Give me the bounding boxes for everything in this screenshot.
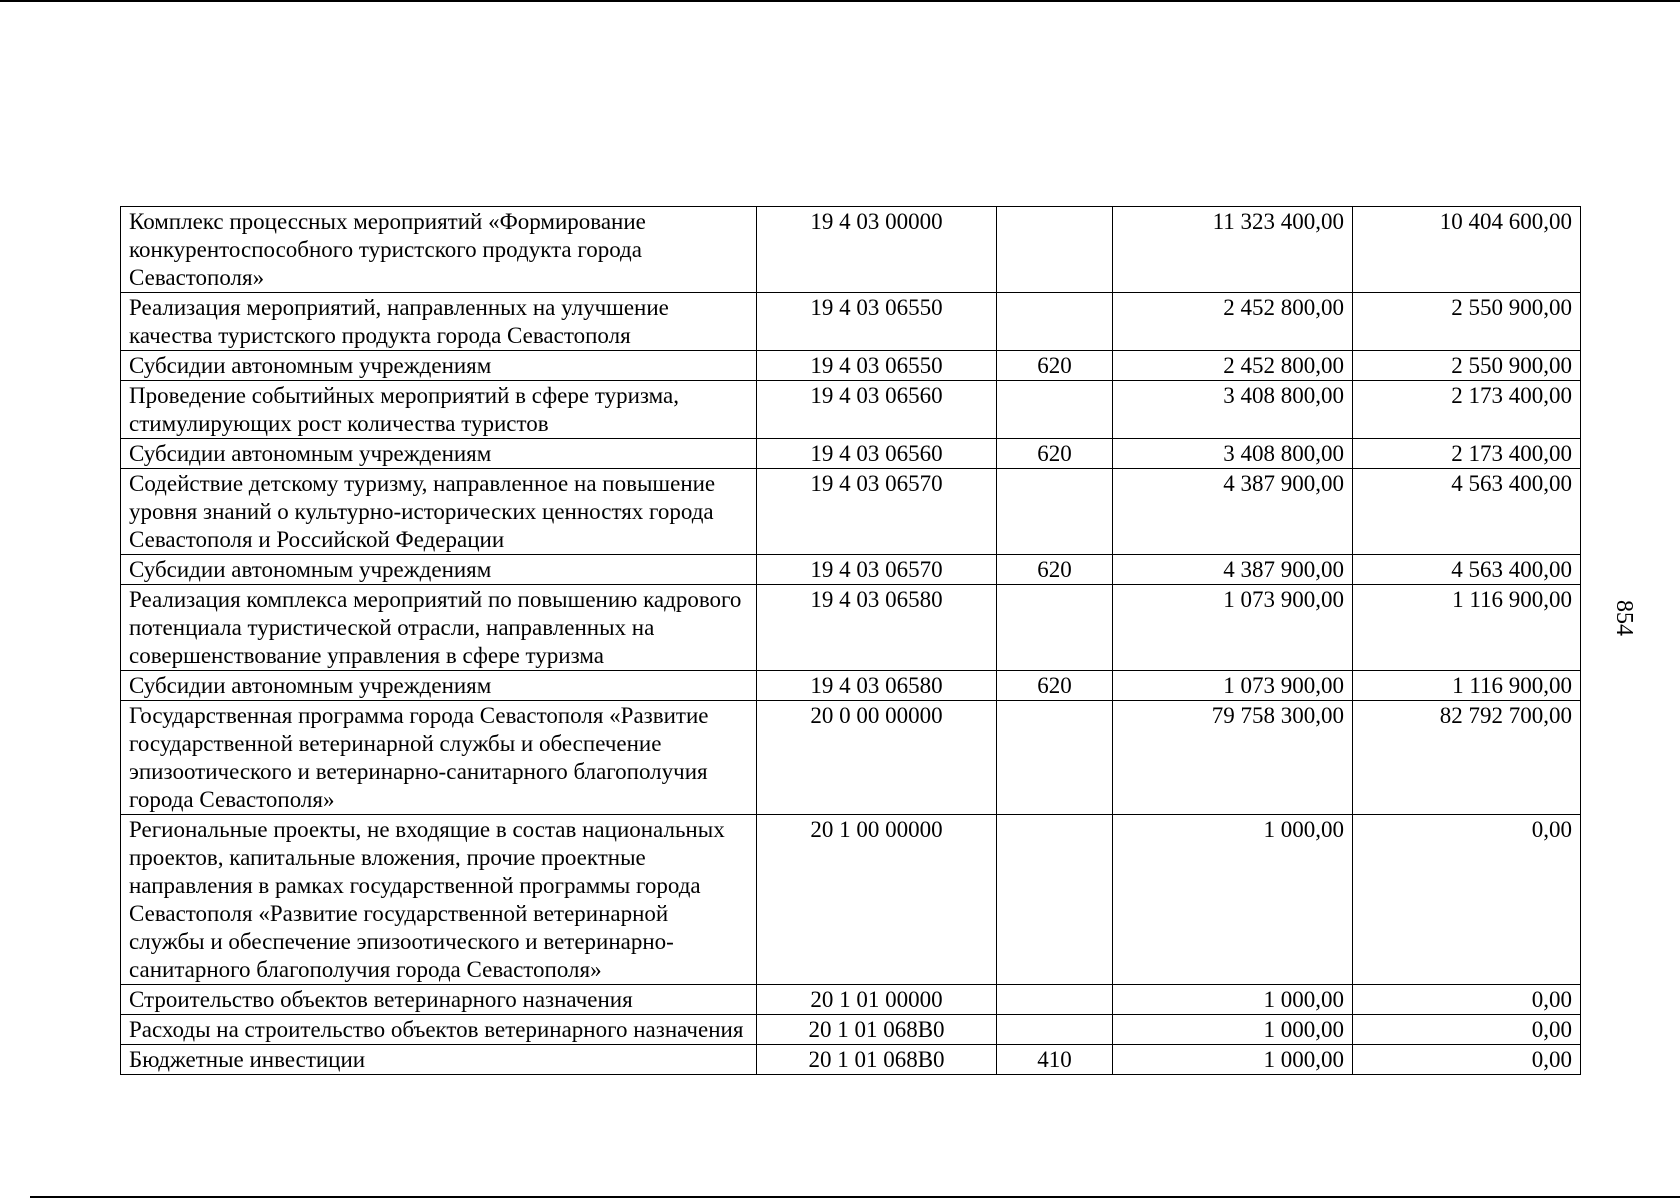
row-amount-2-cell: 2 173 400,00 <box>1353 439 1581 469</box>
page-number: 854 <box>1611 600 1637 636</box>
row-kvr-cell <box>997 701 1113 815</box>
row-code-cell: 19 4 03 06560 <box>757 439 997 469</box>
row-amount-2-cell: 1 116 900,00 <box>1353 585 1581 671</box>
row-name-cell: Субсидии автономным учреждениям <box>121 671 757 701</box>
row-amount-1-cell: 1 000,00 <box>1113 1015 1353 1045</box>
budget-table <box>120 206 1581 1075</box>
row-amount-2-cell: 0,00 <box>1353 1045 1581 1075</box>
row-amount-1-cell: 4 387 900,00 <box>1113 469 1353 555</box>
table-row <box>121 293 1581 351</box>
row-code-cell: 20 1 01 068В0 <box>757 1045 997 1075</box>
table-row <box>121 1015 1581 1045</box>
row-kvr-cell <box>997 469 1113 555</box>
row-kvr-cell: 620 <box>997 671 1113 701</box>
row-code-cell: 20 1 01 00000 <box>757 985 997 1015</box>
row-code-cell: 19 4 03 06570 <box>757 555 997 585</box>
row-amount-2-cell: 2 550 900,00 <box>1353 293 1581 351</box>
row-name-cell: Реализация мероприятий, направленных на улучшение качества туристского продукта города Севастополя <box>121 293 757 351</box>
bottom-border-line <box>30 1196 1680 1198</box>
table-row <box>121 701 1581 815</box>
row-name-cell: Субсидии автономным учреждениям <box>121 439 757 469</box>
row-amount-1-cell: 4 387 900,00 <box>1113 555 1353 585</box>
table-row <box>121 1045 1581 1075</box>
row-kvr-cell <box>997 815 1113 985</box>
row-amount-2-cell: 0,00 <box>1353 1015 1581 1045</box>
row-name-cell: Строительство объектов ветеринарного назначения <box>121 985 757 1015</box>
row-kvr-cell <box>997 585 1113 671</box>
table-row <box>121 671 1581 701</box>
top-border-line <box>0 0 1680 2</box>
row-kvr-cell: 410 <box>997 1045 1113 1075</box>
table-row <box>121 351 1581 381</box>
row-code-cell: 19 4 03 06550 <box>757 293 997 351</box>
row-code-cell: 20 1 01 068В0 <box>757 1015 997 1045</box>
row-kvr-cell: 620 <box>997 555 1113 585</box>
row-kvr-cell: 620 <box>997 439 1113 469</box>
table-row <box>121 381 1581 439</box>
row-name-cell: Субсидии автономным учреждениям <box>121 555 757 585</box>
table-row <box>121 815 1581 985</box>
table-row <box>121 555 1581 585</box>
row-amount-2-cell: 2 550 900,00 <box>1353 351 1581 381</box>
row-code-cell: 20 1 00 00000 <box>757 815 997 985</box>
row-amount-1-cell: 1 000,00 <box>1113 985 1353 1015</box>
row-amount-1-cell: 1 000,00 <box>1113 815 1353 985</box>
row-kvr-cell <box>997 381 1113 439</box>
row-kvr-cell: 620 <box>997 351 1113 381</box>
row-code-cell: 20 0 00 00000 <box>757 701 997 815</box>
table-row <box>121 585 1581 671</box>
row-kvr-cell <box>997 1015 1113 1045</box>
table-row <box>121 985 1581 1015</box>
row-amount-1-cell: 1 073 900,00 <box>1113 671 1353 701</box>
row-name-cell: Реализация комплекса мероприятий по повышению кадрового потенциала туристической отрасли, направленных на совершенствование управления в сфере туризма <box>121 585 757 671</box>
row-amount-2-cell: 4 563 400,00 <box>1353 555 1581 585</box>
row-amount-1-cell: 11 323 400,00 <box>1113 207 1353 293</box>
row-name-cell: Расходы на строительство объектов ветеринарного назначения <box>121 1015 757 1045</box>
row-amount-1-cell: 2 452 800,00 <box>1113 293 1353 351</box>
row-name-cell: Комплекс процессных мероприятий «Формирование конкурентоспособного туристского продукта города Севастополя» <box>121 207 757 293</box>
row-amount-1-cell: 3 408 800,00 <box>1113 381 1353 439</box>
row-name-cell: Проведение событийных мероприятий в сфере туризма, стимулирующих рост количества туристов <box>121 381 757 439</box>
row-amount-2-cell: 1 116 900,00 <box>1353 671 1581 701</box>
table-row <box>121 469 1581 555</box>
row-amount-2-cell: 82 792 700,00 <box>1353 701 1581 815</box>
row-code-cell: 19 4 03 00000 <box>757 207 997 293</box>
row-name-cell: Субсидии автономным учреждениям <box>121 351 757 381</box>
table-row <box>121 439 1581 469</box>
row-name-cell: Региональные проекты, не входящие в состав национальных проектов, капитальные вложения, прочие проектные направления в рамках государственной программы города Севастополя «Развитие государственной ветеринарной службы и обеспечение эпизоотического и ветеринарно-санитарного благополучия города Севастополя» <box>121 815 757 985</box>
row-kvr-cell <box>997 207 1113 293</box>
budget-table-body <box>121 207 1581 1075</box>
row-amount-2-cell: 0,00 <box>1353 985 1581 1015</box>
row-name-cell: Содействие детскому туризму, направленное на повышение уровня знаний о культурно-исторических ценностях города Севастополя и Российской Федерации <box>121 469 757 555</box>
row-kvr-cell <box>997 293 1113 351</box>
row-amount-2-cell: 10 404 600,00 <box>1353 207 1581 293</box>
row-name-cell: Государственная программа города Севастополя «Развитие государственной ветеринарной службы и обеспечение эпизоотического и ветеринарно-санитарного благополучия города Севастополя» <box>121 701 757 815</box>
row-code-cell: 19 4 03 06550 <box>757 351 997 381</box>
row-code-cell: 19 4 03 06570 <box>757 469 997 555</box>
row-amount-2-cell: 2 173 400,00 <box>1353 381 1581 439</box>
row-code-cell: 19 4 03 06580 <box>757 585 997 671</box>
row-amount-2-cell: 0,00 <box>1353 815 1581 985</box>
row-amount-1-cell: 2 452 800,00 <box>1113 351 1353 381</box>
row-kvr-cell <box>997 985 1113 1015</box>
row-amount-1-cell: 1 073 900,00 <box>1113 585 1353 671</box>
row-amount-1-cell: 3 408 800,00 <box>1113 439 1353 469</box>
row-amount-1-cell: 79 758 300,00 <box>1113 701 1353 815</box>
row-code-cell: 19 4 03 06560 <box>757 381 997 439</box>
row-amount-2-cell: 4 563 400,00 <box>1353 469 1581 555</box>
row-code-cell: 19 4 03 06580 <box>757 671 997 701</box>
table-row <box>121 207 1581 293</box>
row-name-cell: Бюджетные инвестиции <box>121 1045 757 1075</box>
row-amount-1-cell: 1 000,00 <box>1113 1045 1353 1075</box>
